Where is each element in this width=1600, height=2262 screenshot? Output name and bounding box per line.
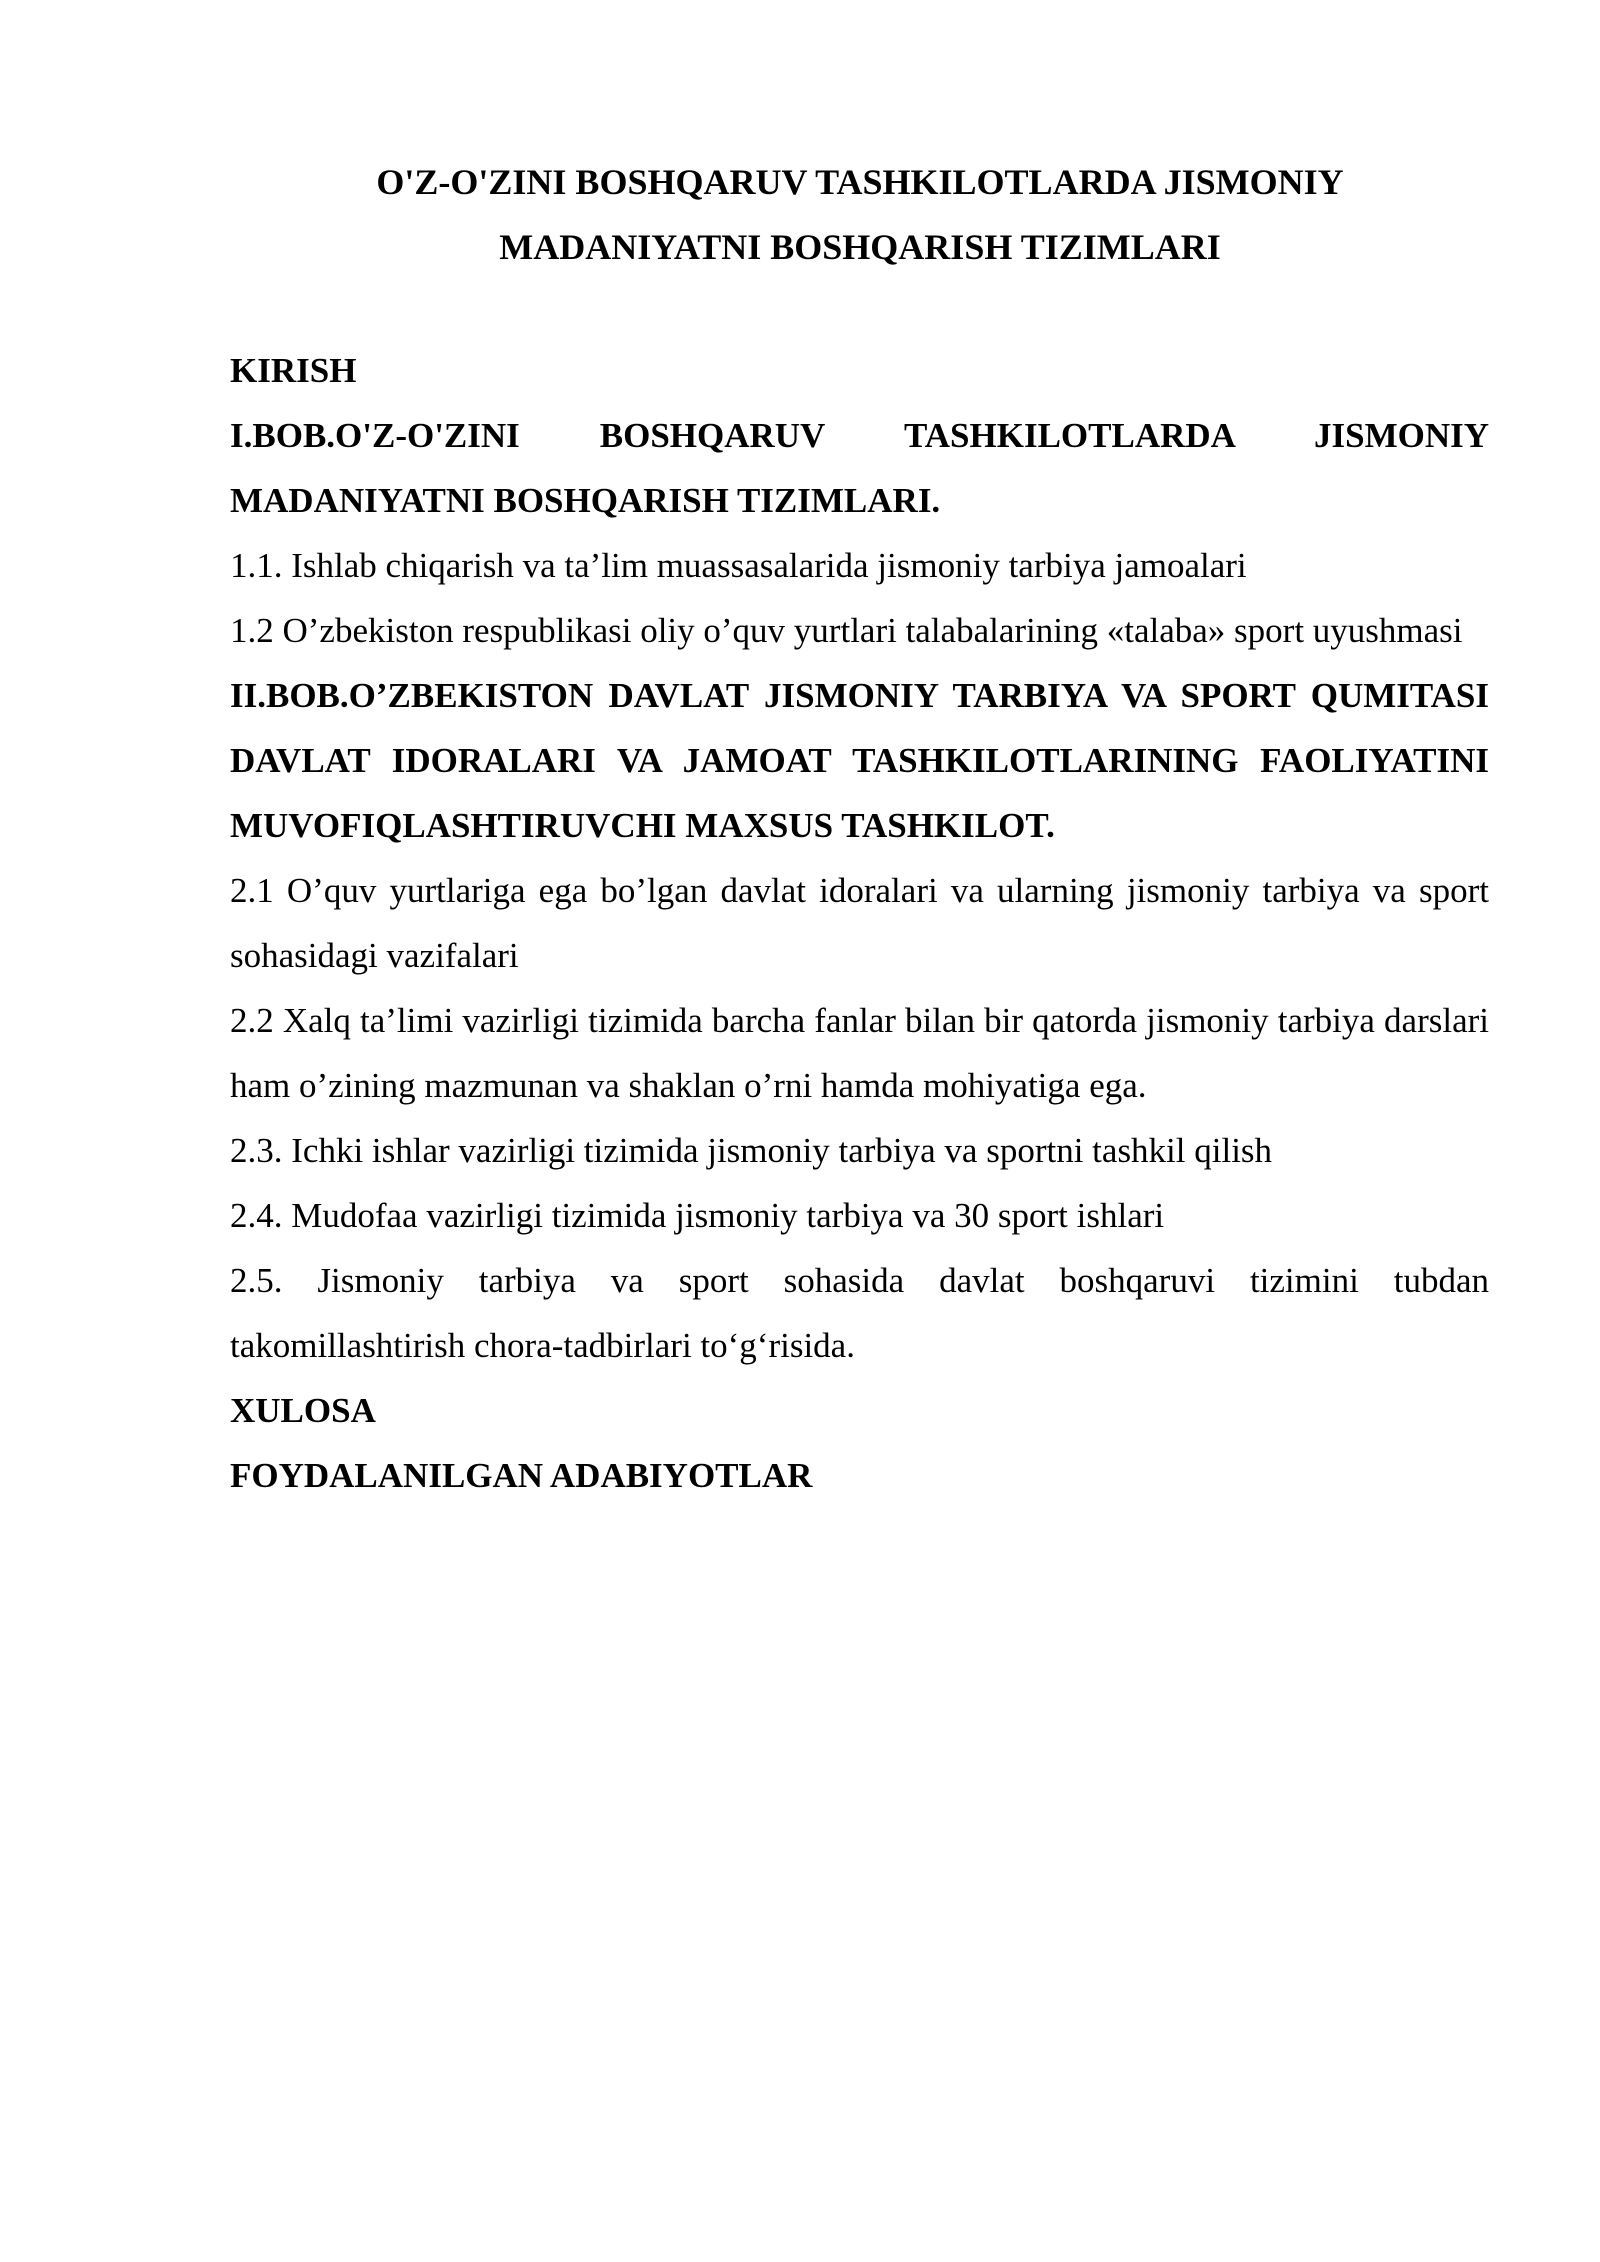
toc-entry-2-4: 2.4. Mudofaa vazirligi tizimida jismoniy tarbiya va 30 sport ishlari	[230, 1196, 1165, 1235]
toc-entry-2-1: 2.1 O’quv yurtlariga ega bo’lgan davlat idoralari va ularning jismoniy tarbiya va sport sohasidagi vazifalari	[230, 871, 1489, 975]
toc-entry-2-5: 2.5. Jismoniy tarbiya va sport sohasida davlat boshqaruvi tizimini tubdan takomillashtirish chora-tadbirlari to‘g‘risida.	[230, 1261, 1489, 1365]
toc-entry-kirish: KIRISH	[230, 351, 357, 390]
table-of-contents	[230, 338, 1489, 1508]
toc-entry-chapter-1: I.BOB.O'Z-O'ZINI BOSHQARUV TASHKILOTLARDA JISMONIY MADANIYATNI BOSHQARISH TIZIMLARI.	[230, 416, 1489, 520]
toc-entry-chapter-2: II.BOB.O’ZBEKISTON DAVLAT JISMONIY TARBIYA VA SPORT QUMITASI DAVLAT IDORALARI VA JAMOAT TASHKILOTLARINING FAOLIYATINI MUVOFIQLASHTIRUVCHI MAXSUS TASHKILOT.	[230, 676, 1489, 845]
toc-entry-references: FOYDALANILGAN ADABIYOTLAR	[230, 1456, 813, 1495]
toc-entry-1-1: 1.1. Ishlab chiqarish va ta’lim muassasalarida jismoniy tarbiya jamoalari	[230, 546, 1247, 585]
toc-entry-2-2: 2.2 Xalq ta’limi vazirligi tizimida barcha fanlar bilan bir qatorda jismoniy tarbiya darslari ham o’zining mazmunan va shaklan o’rni hamda mohiyatiga ega.	[230, 1001, 1489, 1105]
toc-entry-1-2: 1.2 O’zbekiston respublikasi oliy o’quv yurtlari talabalarining «talaba» sport uyushmasi	[230, 611, 1463, 650]
document-title	[230, 150, 1490, 280]
title-line-1: O'Z-O'ZINI BOSHQARUV TASHKILOTLARDA JISMONIY	[376, 162, 1344, 202]
toc-entry-2-3: 2.3. Ichki ishlar vazirligi tizimida jismoniy tarbiya va sportni tashkil qilish	[230, 1131, 1273, 1170]
toc-entry-xulosa: XULOSA	[230, 1391, 376, 1430]
title-line-2: MADANIYATNI BOSHQARISH TIZIMLARI	[499, 227, 1221, 267]
